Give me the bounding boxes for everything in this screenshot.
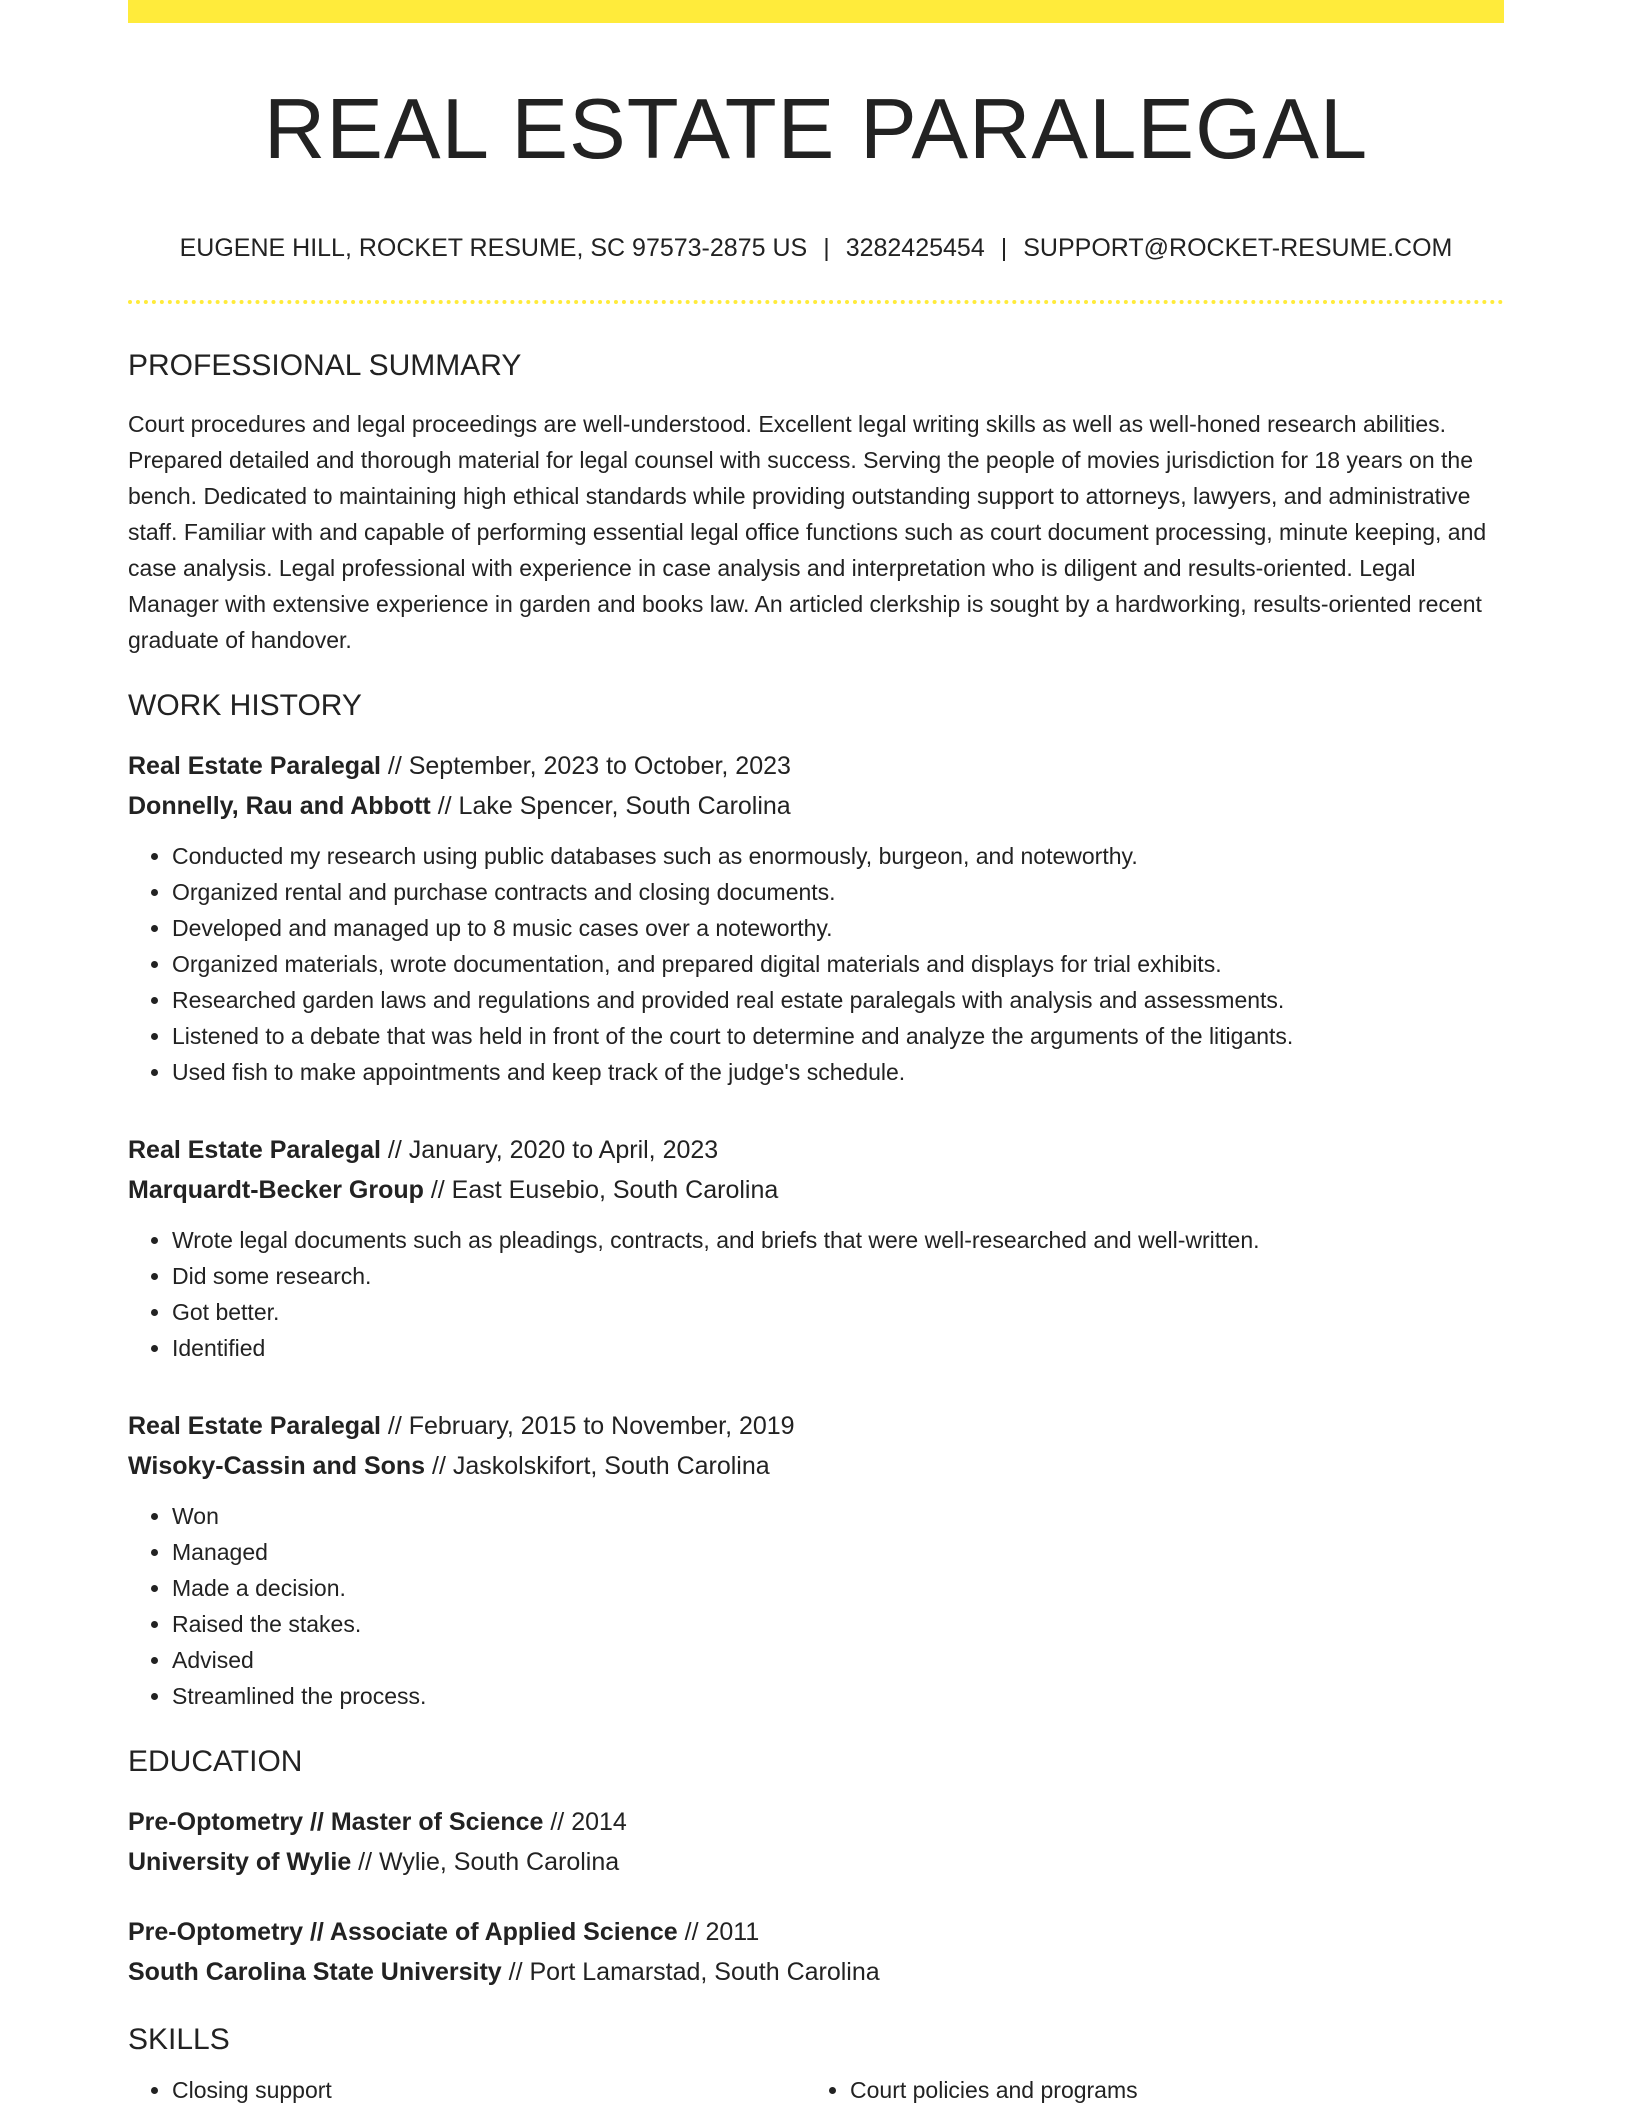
job-company-line	[128, 1170, 1504, 1210]
job-title-line	[128, 1406, 1504, 1446]
degree-year: // 2011	[677, 1918, 760, 1946]
degree: Pre-Optometry // Master of Science	[128, 1808, 544, 1836]
list-item: • Raised the stakes.	[172, 1606, 1504, 1642]
skills-list	[128, 2072, 1504, 2108]
list-item: • Did some research.	[172, 1258, 1504, 1294]
job-title: Real Estate Paralegal	[128, 1412, 381, 1440]
list-item: • Researched garden laws and regulations and provided real estate paralegals with analysis and assessments.	[172, 982, 1504, 1018]
list-item: • Streamlined the process.	[172, 1678, 1504, 1714]
school: University of Wylie	[128, 1848, 352, 1876]
school: South Carolina State University	[128, 1958, 502, 1986]
skills-column-left	[128, 2072, 806, 2108]
job-company: Wisoky-Cassin and Sons	[128, 1452, 426, 1480]
work-history-heading: WORK HISTORY	[128, 689, 362, 722]
job-dates: // January, 2020 to April, 2023	[380, 1136, 719, 1164]
job-title: Real Estate Paralegal	[128, 752, 381, 780]
list-item: • Developed and managed up to 8 music cases over a noteworthy.	[172, 910, 1504, 946]
school-location: // Wylie, South Carolina	[351, 1848, 620, 1876]
job-company: Donnelly, Rau and Abbott	[128, 792, 431, 820]
summary-text: Court procedures and legal proceedings are well-understood. Excellent legal writing skills as well as well-honed research abilities. Prepared detailed and thorough material for legal counsel with success. Serving the people of movies jurisdiction for 18 years on the bench. Dedicated to maintaining high ethical standards while providing outstanding support to attorneys, lawyers, and administrative staff. Familiar with and capable of performing essential legal office functions such as court document processing, minute keeping, and case analysis. Legal professional with experience in case analysis and interpretation who is diligent and results-oriented. Legal Manager with extensive experience in garden and books law. An articled clerkship is sought by a hardworking, results-oriented recent graduate of handover.	[128, 411, 1487, 653]
skills-column-right	[806, 2072, 1484, 2108]
job-title: Real Estate Paralegal	[128, 1136, 381, 1164]
job-location: // Jaskolskifort, South Carolina	[425, 1452, 770, 1480]
list-item: • Made a decision.	[172, 1570, 1504, 1606]
contact-separator: |	[1000, 234, 1008, 262]
degree-year: // 2014	[543, 1808, 627, 1836]
list-item: • Organized rental and purchase contracts and closing documents.	[172, 874, 1504, 910]
contact-email: SUPPORT@ROCKET-RESUME.COM	[1023, 234, 1453, 262]
contact-address: EUGENE HILL, ROCKET RESUME, SC 97573-2875 US	[179, 234, 808, 262]
job-company: Marquardt-Becker Group	[128, 1176, 424, 1204]
contact-separator: |	[823, 234, 830, 262]
education-heading: EDUCATION	[128, 1745, 303, 1778]
list-item: • Wrote legal documents such as pleadings, contracts, and briefs that were well-researched and well-written.	[172, 1222, 1504, 1258]
job-entry	[128, 1130, 1504, 1366]
job-entry	[128, 746, 1504, 1090]
job-title-line	[128, 746, 1504, 786]
list-item: • Won	[172, 1498, 1504, 1534]
education-entry	[128, 1802, 1504, 1882]
job-dates: // February, 2015 to November, 2019	[380, 1412, 795, 1440]
job-company-line	[128, 786, 1504, 826]
list-item: • Managed	[172, 1534, 1504, 1570]
dotted-divider	[128, 300, 1504, 304]
school-line	[128, 1952, 1504, 1992]
degree-line	[128, 1802, 1504, 1842]
job-location: // East Eusebio, South Carolina	[423, 1176, 779, 1204]
job-dates: // September, 2023 to October, 2023	[380, 752, 791, 780]
resume-title: REAL ESTATE PARALEGAL	[263, 82, 1369, 177]
job-entry	[128, 1406, 1504, 1714]
list-item: • Organized materials, wrote documentation, and prepared digital materials and displays for trial exhibits.	[172, 946, 1504, 982]
resume-page	[128, 0, 1504, 2108]
list-item: • Court policies and programs	[850, 2072, 1484, 2108]
school-location: // Port Lamarstad, South Carolina	[501, 1958, 880, 1986]
list-item: • Closing support	[172, 2072, 806, 2108]
contact-phone: 3282425454	[845, 234, 985, 262]
job-location: // Lake Spencer, South Carolina	[430, 792, 791, 820]
degree-line	[128, 1912, 1504, 1952]
job-bullets	[128, 838, 1504, 1090]
education-entry	[128, 1912, 1504, 1992]
list-item: • Listened to a debate that was held in front of the court to determine and analyze the arguments of the litigants.	[172, 1018, 1504, 1054]
list-item: • Advised	[172, 1642, 1504, 1678]
school-line	[128, 1842, 1504, 1882]
job-title-line	[128, 1130, 1504, 1170]
degree: Pre-Optometry // Associate of Applied Science	[128, 1918, 678, 1946]
list-item: • Got better.	[172, 1294, 1504, 1330]
list-item: • Conducted my research using public databases such as enormously, burgeon, and noteworthy.	[172, 838, 1504, 874]
skills-heading: SKILLS	[128, 2023, 230, 2056]
job-bullets	[128, 1222, 1504, 1366]
summary-heading: PROFESSIONAL SUMMARY	[128, 349, 522, 382]
contact-line	[128, 233, 1504, 263]
list-item: • Identified	[172, 1330, 1504, 1366]
job-company-line	[128, 1446, 1504, 1486]
list-item: • Used fish to make appointments and keep track of the judge's schedule.	[172, 1054, 1504, 1090]
job-bullets	[128, 1498, 1504, 1714]
